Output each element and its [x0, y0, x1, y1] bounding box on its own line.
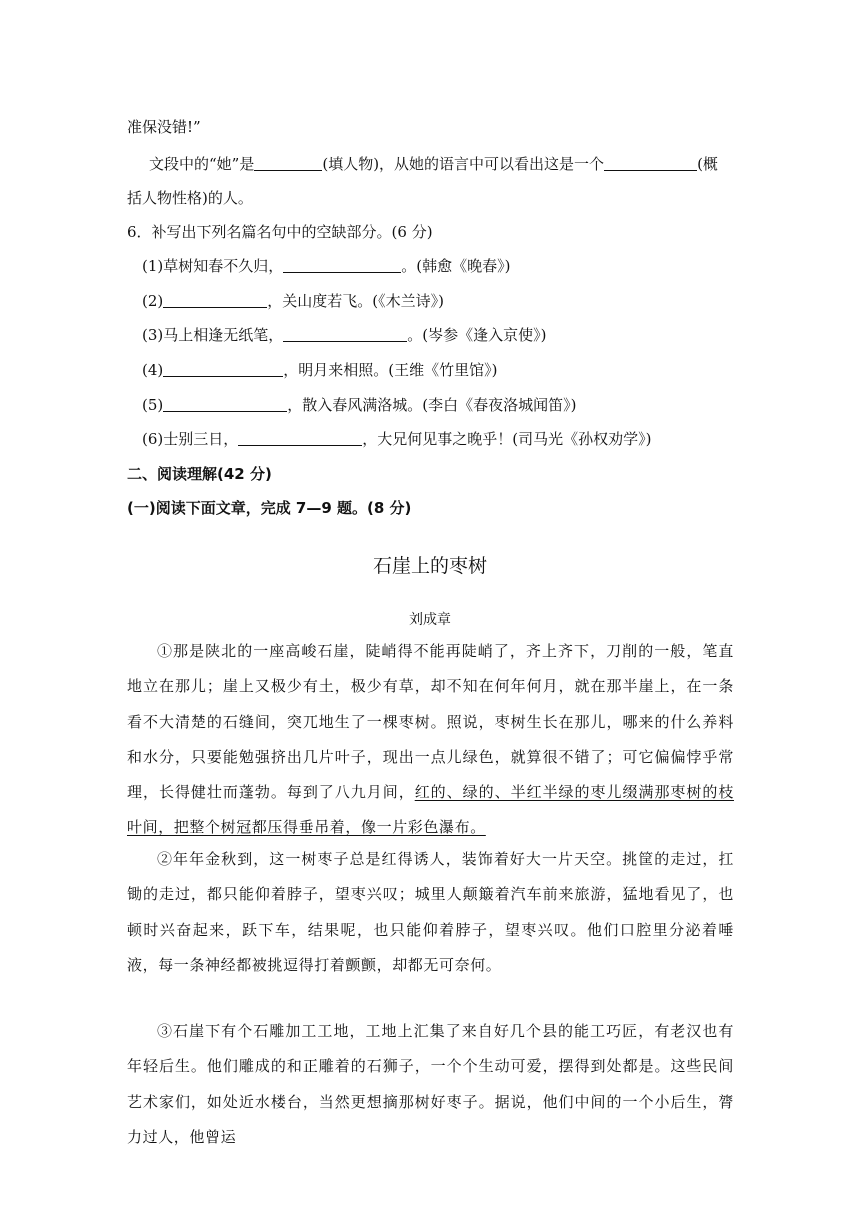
article-paragraph-1 — [127, 634, 734, 846]
fill-in-question-line — [149, 155, 718, 173]
article-paragraph-2 — [127, 842, 734, 983]
answer-blank[interactable] — [283, 258, 401, 273]
question-item — [142, 326, 546, 344]
answer-blank[interactable] — [238, 431, 362, 446]
text-line — [127, 118, 201, 136]
text-fragment: ，明月来相照。(王维《竹里馆》) — [283, 361, 498, 379]
answer-blank[interactable] — [163, 293, 267, 308]
answer-blank[interactable] — [254, 156, 322, 171]
text-fragment: (4) — [142, 361, 164, 379]
text-fragment: (概 — [697, 155, 718, 173]
text-fragment: (1)草树知春不久归， — [142, 257, 284, 275]
text-fragment: ①那是陕北的一座高峻石崖，陡峭得不能再陡峭了，齐上齐下，刀削的一般，笔直地立在那儿；崖上又极少有土，极少有草，却不知在何年何月，就在那半崖上，在一条看不大清楚的石缝间，突兀地生了一棵枣树。照说，枣树生长在那儿，哪来的什么养料和水分，只要能勉强挤出几片叶子，现出一点儿绿色，就算很不错了；可它偏偏悖乎常理，长得健壮而蓬勃。每到了八九月间， — [127, 642, 734, 802]
paragraph-text: ③石崖下有个石雕加工工地，工地上汇集了来自好几个县的能工巧匠，有老汉也有年轻后生。他们雕成的和正雕着的石狮子，一个个生动可爱，摆得到处都是。这些民间艺术家们，如处近水楼台，当然更想摘那树好枣子。据说，他们中间的一个小后生，膂力过人，他曾运 — [127, 1022, 734, 1146]
text-fragment: (3)马上相逢无纸笔， — [142, 326, 284, 344]
text-fragment: (一)阅读下面文章，完成 7—9 题。(8 分) — [127, 499, 412, 517]
text-fragment: 准保没错!” — [127, 118, 201, 136]
paragraph-text — [127, 634, 734, 846]
question-item — [142, 361, 497, 379]
text-fragment: (6)士别三日， — [142, 430, 239, 448]
question-item — [142, 257, 510, 275]
article-title: 石崖上的枣树 — [372, 555, 487, 577]
text-fragment: 6．补写出下列名篇名句中的空缺部分。(6 分) — [127, 223, 433, 241]
answer-blank[interactable] — [604, 156, 697, 171]
underlined-sentence: 红的、绿的、半红半绿的枣儿缀满那枣树的枝叶间，把整个树冠都压得垂吊着，像一片彩色瀑布。 — [127, 783, 734, 837]
section-heading — [127, 465, 272, 483]
question-item — [142, 430, 651, 448]
text-fragment: (填人物)，从她的语言中可以看出这是一个 — [322, 155, 605, 173]
text-fragment: (5) — [142, 396, 164, 414]
question-item — [142, 292, 444, 310]
text-fragment: ，关山度若飞。(《木兰诗》) — [267, 292, 444, 310]
answer-blank[interactable] — [283, 327, 407, 342]
text-fragment: 文段中的“她”是 — [149, 155, 255, 173]
text-fragment: 。(韩愈《晚春》) — [401, 257, 511, 275]
text-line — [127, 189, 253, 207]
text-fragment: ，大兄何见事之晚乎！(司马光《孙权劝学》) — [362, 430, 652, 448]
answer-blank[interactable] — [163, 397, 287, 412]
question-item — [142, 396, 576, 414]
article-author: 刘成章 — [409, 612, 451, 628]
text-fragment: ，散入春风满洛城。(李白《春夜洛城闻笛》) — [287, 396, 577, 414]
answer-blank[interactable] — [163, 362, 283, 377]
text-fragment: 括人物性格)的人。 — [127, 189, 253, 207]
article-paragraph-3 — [127, 1014, 734, 1155]
paragraph-text: ②年年金秋到，这一树枣子总是红得诱人，装饰着好大一片天空。挑筐的走过，扛锄的走过，都只能仰着脖子，望枣兴叹；城里人颠簸着汽车前来旅游，猛地看见了，也顿时兴奋起来，跃下车，结果呢，也只能仰着脖子，望枣兴叹。他们口腔里分泌着唾液，每一条神经都被挑逗得打着颤颤，却都无可奈何。 — [127, 850, 734, 974]
text-fragment: 。(岑参《逢入京使》) — [407, 326, 547, 344]
subsection-heading — [127, 499, 411, 517]
question-6-heading — [127, 223, 433, 241]
text-fragment: (2) — [142, 292, 164, 310]
text-fragment: 二、阅读理解(42 分) — [127, 465, 272, 483]
